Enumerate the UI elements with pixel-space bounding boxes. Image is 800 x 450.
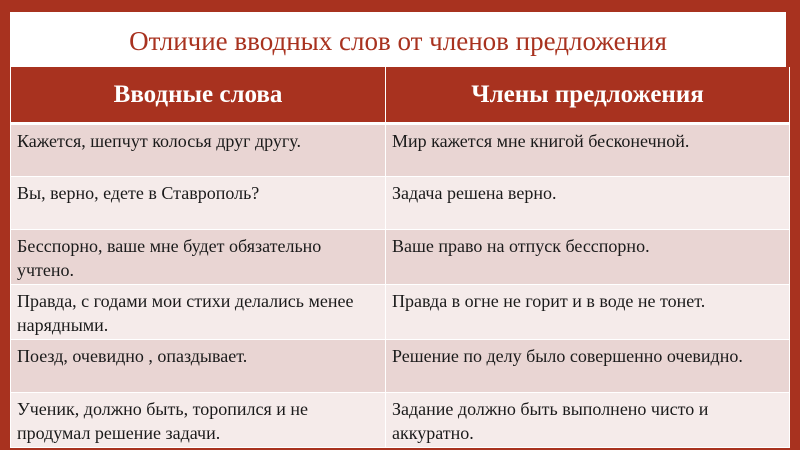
header-sentence-members: Члены предложения — [386, 67, 790, 124]
table-row — [11, 393, 790, 448]
header-introductory-words: Вводные слова — [11, 67, 386, 124]
table-row — [11, 177, 790, 230]
title-bar — [10, 12, 786, 67]
member-example: Решение по делу было совершенно очевидно. — [386, 340, 790, 393]
member-example: Задача решена верно. — [386, 177, 790, 230]
member-example: Задание должно быть выполнено чисто и аккуратно. — [386, 393, 790, 448]
table-row — [11, 230, 790, 285]
member-example: Правда в огне не горит и в воде не тонет. — [386, 285, 790, 340]
introductory-example: Ученик, должно быть, торопился и не продумал решение задачи. — [11, 393, 386, 448]
introductory-example: Бесспорно, ваше мне будет обязательно учтено. — [11, 230, 386, 285]
member-example: Мир кажется мне книгой бесконечной. — [386, 124, 790, 177]
introductory-example: Кажется, шепчут колосья друг другу. — [11, 124, 386, 177]
introductory-example: Правда, с годами мои стихи делались менее нарядными. — [11, 285, 386, 340]
slide-title: Отличие вводных слов от членов предложения — [129, 26, 667, 56]
comparison-table — [10, 67, 790, 448]
table-header-row — [11, 67, 790, 124]
introductory-example: Поезд, очевидно , опаздывает. — [11, 340, 386, 393]
table-row — [11, 340, 790, 393]
table-row — [11, 124, 790, 177]
table-row — [11, 285, 790, 340]
member-example: Ваше право на отпуск бесспорно. — [386, 230, 790, 285]
introductory-example: Вы, верно, едете в Ставрополь? — [11, 177, 386, 230]
